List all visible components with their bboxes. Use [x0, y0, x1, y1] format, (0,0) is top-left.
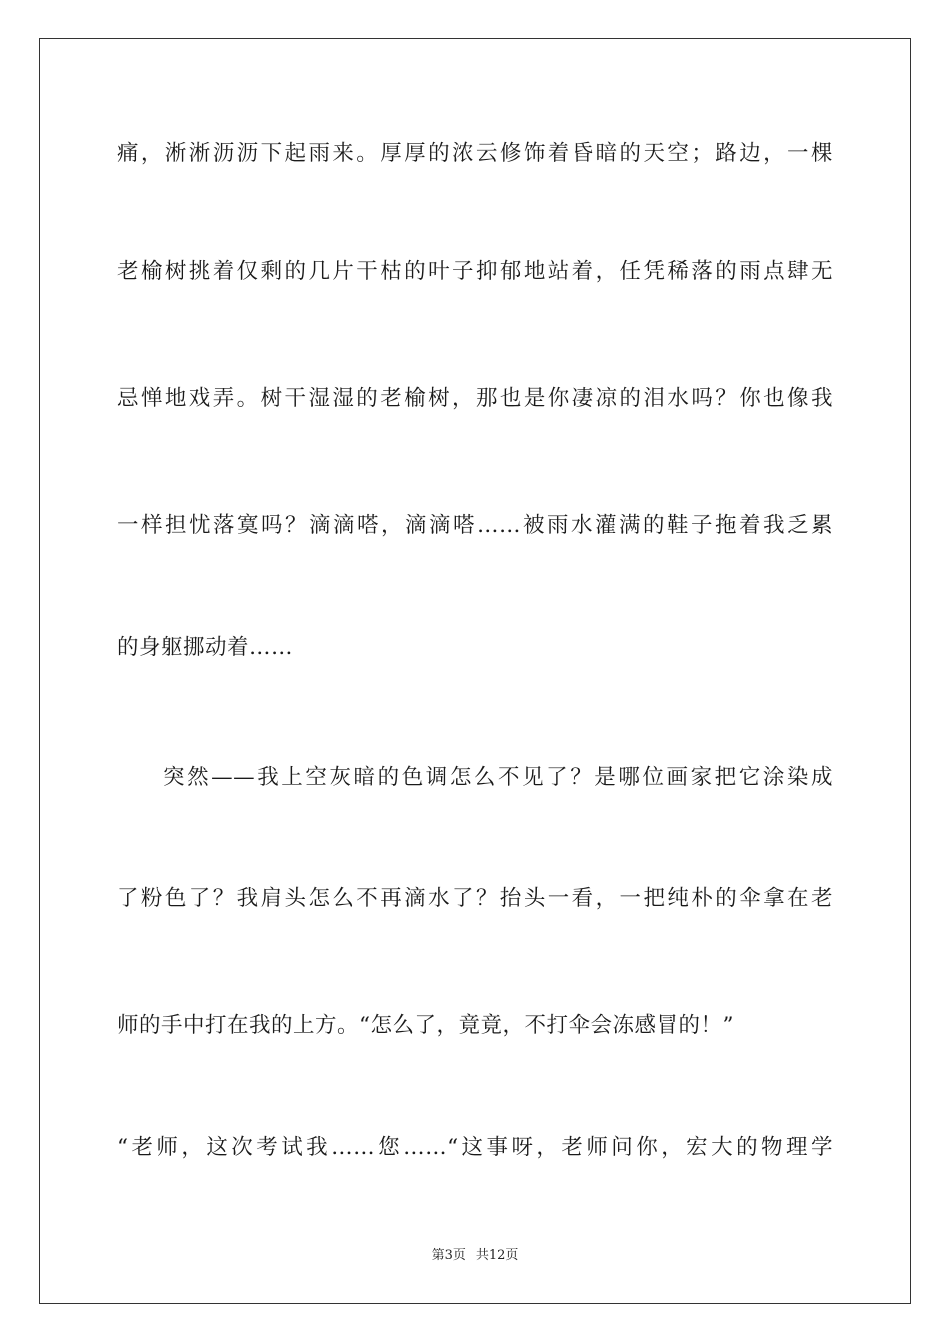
- body-text-line: 老榆树挑着仅剩的几片干枯的叶子抑郁地站着，任凭稀落的雨点肆无: [117, 259, 833, 284]
- body-text-line: 一样担忧落寞吗？滴滴嗒，滴滴嗒……被雨水灌满的鞋子拖着我乏累: [117, 513, 833, 538]
- page-footer: [0, 1247, 950, 1265]
- body-text-line: “老师，这次考试我……您……“这事呀，老师问你，宏大的物理学: [117, 1135, 833, 1160]
- body-text-line: 忌惮地戏弄。树干湿湿的老榆树，那也是你凄凉的泪水吗？你也像我: [117, 386, 833, 411]
- body-text-line: 了粉色了？我肩头怎么不再滴水了？抬头一看，一把纯朴的伞拿在老: [117, 886, 833, 911]
- body-text-line: 的身躯挪动着……: [117, 635, 294, 660]
- body-text-line: 师的手中打在我的上方。“怎么了，竟竟，不打伞会冻感冒的！”: [117, 1013, 734, 1038]
- page-border: [39, 38, 911, 1304]
- page-number: 第3页: [431, 1248, 466, 1263]
- page-total: 共12页: [475, 1248, 519, 1263]
- paragraph-first-line: 突然——我上空灰暗的色调怎么不见了？是哪位画家把它涂染成: [163, 765, 833, 790]
- body-text-line: 痛，淅淅沥沥下起雨来。厚厚的浓云修饰着昏暗的天空；路边，一棵: [117, 141, 833, 166]
